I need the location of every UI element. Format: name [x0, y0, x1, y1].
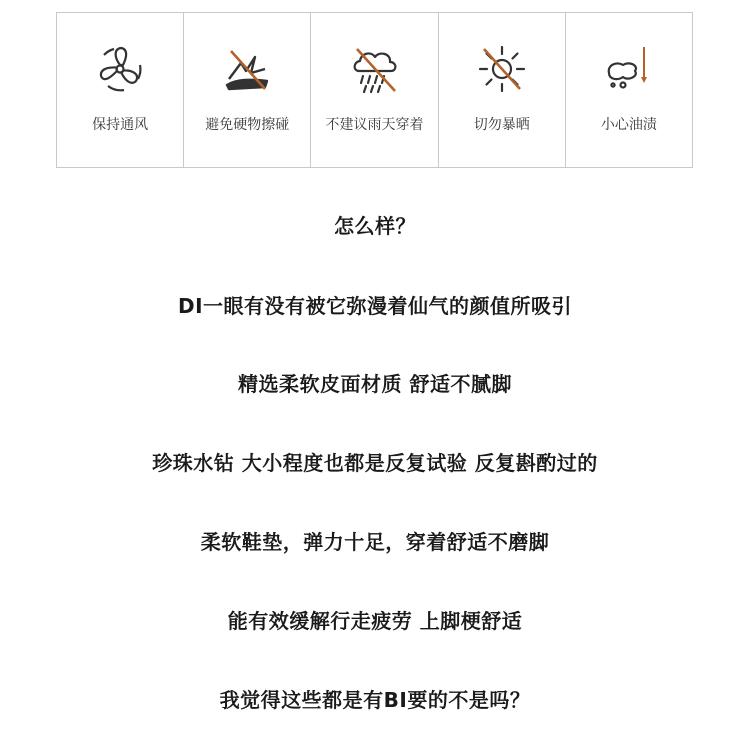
copy-line-1: DI一眼有没有被它弥漫着仙气的颜值所吸引	[177, 294, 573, 318]
fan-icon	[94, 43, 146, 95]
no-scratch-icon	[221, 43, 273, 95]
no-sun-icon	[476, 43, 528, 95]
care-item-oil-stain	[566, 13, 692, 167]
care-label-ventilate: 保持通风	[92, 117, 149, 133]
section-heading: 怎么样？	[334, 214, 416, 238]
care-label-no-rain: 不建议雨天穿着	[325, 117, 424, 133]
care-item-no-rain	[311, 13, 438, 167]
no-rain-icon	[349, 43, 401, 95]
oil-stain-icon	[603, 43, 655, 95]
copy-line-6: 我觉得这些都是有BI要的不是吗？	[219, 688, 531, 712]
copy-line-2: 精选柔软皮面材质 舒适不腻脚	[238, 372, 512, 396]
care-label-oil-stain: 小心油渍	[600, 117, 657, 133]
care-instructions-panel	[56, 12, 693, 168]
care-label-no-sun: 切勿暴晒	[473, 117, 530, 133]
copy-line-4: 柔软鞋垫，弹力十足，穿着舒适不磨脚	[200, 530, 550, 554]
copy-line-3: 珍珠水钻 大小程度也都是反复试验 反复斟酌过的	[152, 451, 598, 475]
care-item-no-sun	[439, 13, 566, 167]
copy-line-5: 能有效缓解行走疲劳 上脚梗舒适	[227, 609, 523, 633]
care-item-ventilate	[57, 13, 184, 167]
care-item-avoid-scratch	[184, 13, 311, 167]
care-label-avoid-scratch: 避免硬物擦碰	[205, 117, 290, 133]
